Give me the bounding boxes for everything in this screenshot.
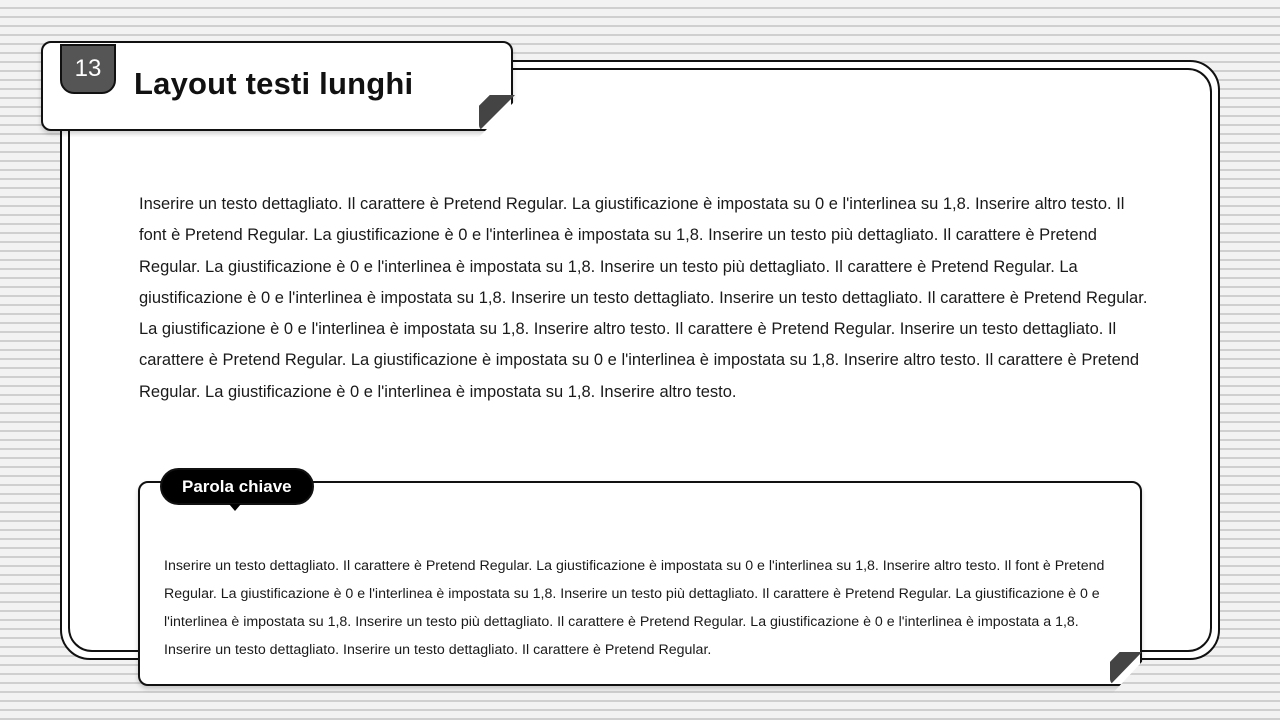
keyword-label-pointer xyxy=(229,504,241,511)
page-title: Layout testi lunghi xyxy=(134,66,414,101)
slide-number-badge: 13 xyxy=(60,44,116,94)
keyword-box-text: Inserire un testo dettagliato. Il carattere è Pretend Regular. La giustificazione è impostata su 0 e l'interlinea su 1,8. Inserire altro testo. Il font è Pretend Regular. La giustificazione è 0 e l'interlinea è impostata su 1,8. Inserire un testo più dettagliato. Il carattere è Pretend Regular. La giustificazione è 0 e l'interlinea è impostata su 1,8. Inserire un testo più dettagliato. Il carattere è Pretend Regular. La giustificazione è 0 e l'interlinea è impostata a 1,8. Inserire un testo dettagliato. Inserire un testo dettagliato. Il carattere è Pretend Regular. xyxy=(164,558,1105,658)
keyword-label: Parola chiave xyxy=(160,468,314,505)
body-paragraph: Inserire un testo dettagliato. Il carattere è Pretend Regular. La giustificazione è impostata su 0 e l'interlinea su 1,8. Inserire altro testo. Il font è Pretend Regular. La giustificazione è 0 e l'interlinea è impostata su 1,8. Inserire un testo più dettagliato. Il carattere è Pretend Regular. La giustificazione è 0 e l'interlinea è impostata su 1,8. Inserire un testo più dettagliato. Il carattere è Pretend Regular. La giustificazione è 0 e l'interlinea è impostata su 1,8. Inserire un testo dettagliato. Inserire un testo dettagliato. Il carattere è Pretend Regular. La giustificazione è 0 e l'interlinea è impostata su 1,8. Inserire altro testo. Il carattere è Pretend Regular. Inserire un testo dettagliato. Il carattere è Pretend Regular. La giustificazione è impostata su 0 e l'interlinea è impostata su 1,8. Inserire altro testo. Il carattere è Pretend Regular. La giustificazione è 0 e l'interlinea è impostata su 1,8. Inserire altro testo. xyxy=(139,195,1148,401)
